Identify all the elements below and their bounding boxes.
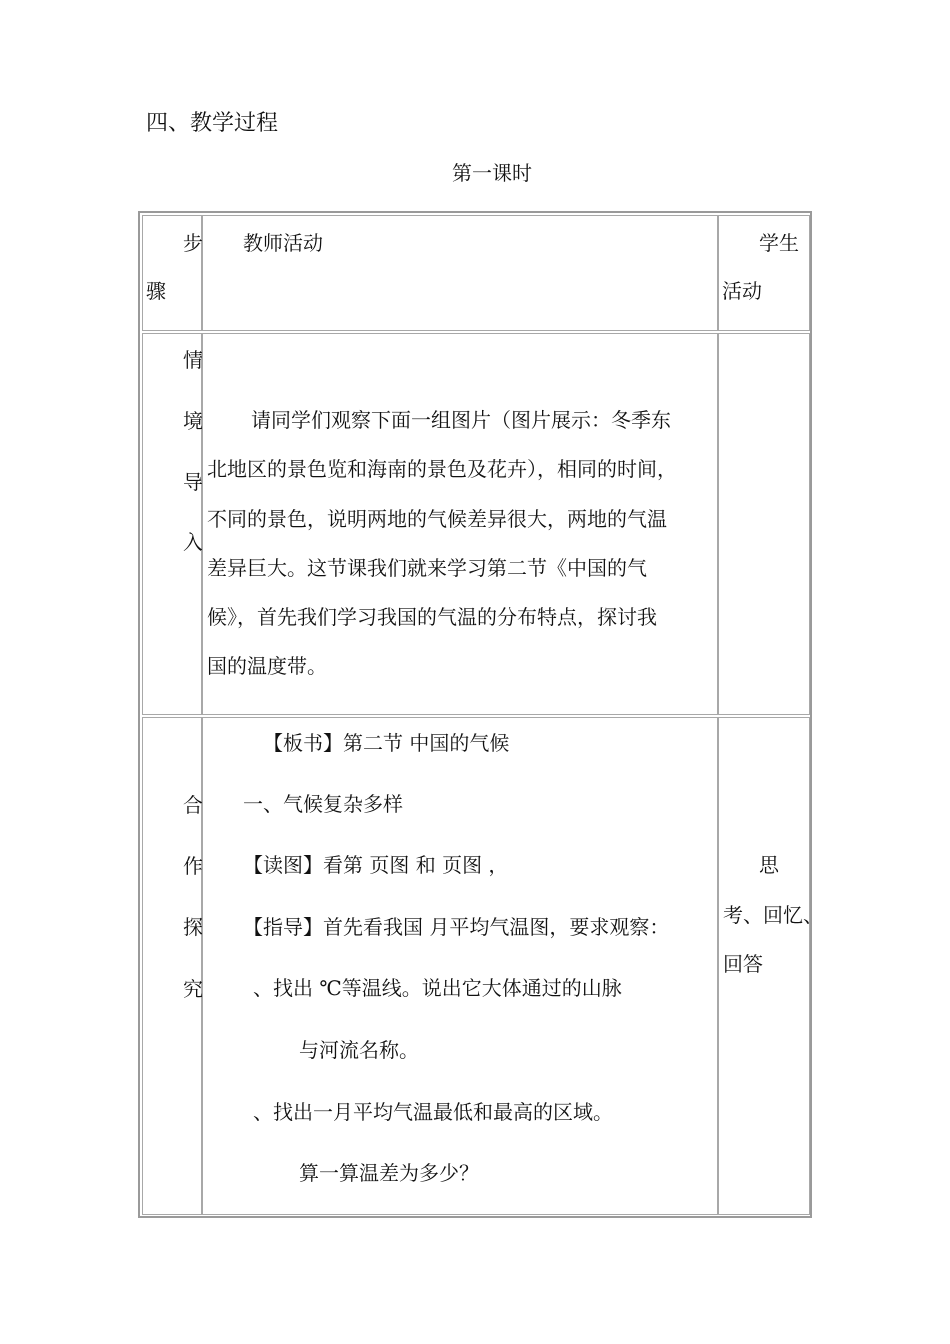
header-step-cell — [142, 215, 202, 331]
row2-step-char: 合 — [183, 793, 203, 817]
row1-step-char: 入 — [183, 530, 203, 554]
row2-student-line: 思 — [759, 853, 779, 877]
row1-step-char: 情 — [183, 348, 203, 372]
header-step-line2: 骤 — [146, 279, 166, 303]
row2-teacher-line: 【指导】首先看我国 月平均气温图，要求观察： — [243, 915, 670, 939]
row2-teacher-line: 【板书】第二节 中国的气候 — [263, 731, 510, 755]
row1-step-cell — [142, 333, 202, 715]
row2-student-line: 考、回忆、 — [723, 903, 823, 927]
row1-teacher-line: 北地区的景色览和海南的景色及花卉），相同的时间， — [207, 457, 677, 481]
row2-step-char: 究 — [183, 977, 203, 1001]
row2-step-cell — [142, 717, 202, 1215]
row1-step-char: 导 — [183, 470, 203, 494]
row2-student-cell — [718, 717, 823, 1215]
section-heading: 四、教学过程 — [146, 111, 279, 136]
lesson-subheading: 第一课时 — [452, 161, 532, 185]
row2-teacher-cell — [202, 717, 718, 1215]
header-student-cell — [718, 215, 810, 331]
row1-teacher-line: 不同的景色，说明两地的气候差异很大，两地的气温 — [207, 507, 667, 531]
header-student-line2: 活动 — [722, 279, 762, 303]
header-student-line1: 学生 — [759, 231, 799, 255]
header-teacher-cell — [202, 215, 718, 331]
lesson-plan-table — [138, 211, 823, 1218]
row2-teacher-line: 算一算温差为多少？ — [299, 1161, 479, 1185]
header-teacher-label: 教师活动 — [243, 231, 323, 255]
header-step-line1: 步 — [183, 231, 203, 255]
row1-student-cell — [718, 333, 810, 715]
row2-student-line: 回答 — [723, 952, 763, 976]
row2-teacher-line: 一、气候复杂多样 — [243, 792, 403, 816]
row2-step-char: 作 — [183, 854, 203, 878]
row1-teacher-line: 请同学们观察下面一组图片（图片展示：冬季东 — [251, 408, 671, 432]
row2-teacher-line: 、找出 ℃等温线。说出它大体通过的山脉 — [253, 976, 622, 1000]
row2-teacher-line: 、找出一月平均气温最低和最高的区域。 — [253, 1100, 613, 1124]
row1-teacher-line: 国的温度带。 — [207, 654, 327, 678]
row2-step-char: 探 — [183, 915, 203, 939]
row1-teacher-line: 差异巨大。这节课我们就来学习第二节《中国的气 — [207, 556, 647, 580]
row1-teacher-line: 候》，首先我们学习我国的气温的分布特点，探讨我 — [207, 605, 657, 629]
row2-teacher-line: 【读图】看第 页图 和 页图 ， — [243, 853, 509, 877]
row1-step-char: 境 — [183, 409, 203, 433]
row1-teacher-cell — [202, 333, 718, 715]
row2-teacher-line: 与河流名称。 — [299, 1038, 419, 1062]
